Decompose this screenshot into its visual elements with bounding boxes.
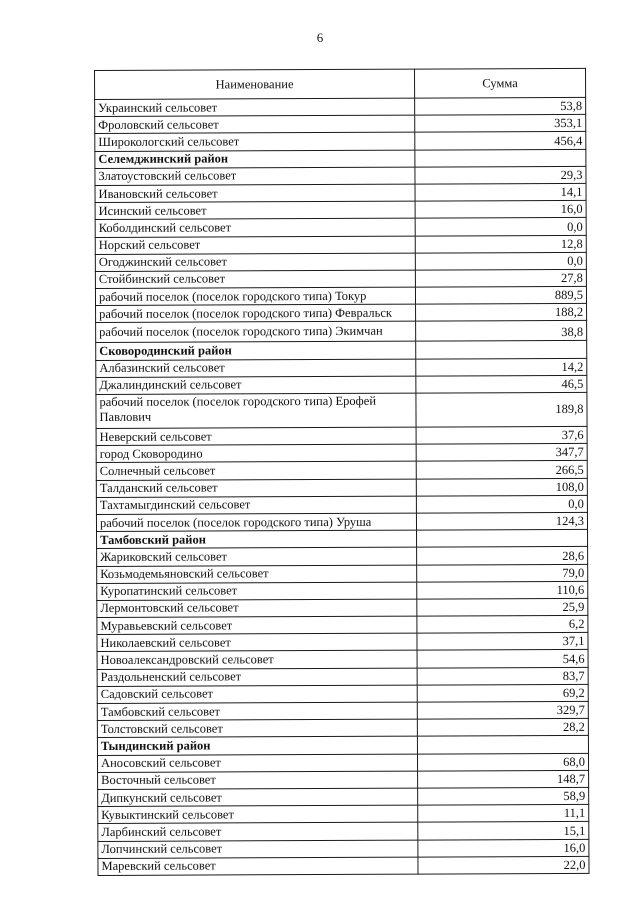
amount-cell: 54,6 [417, 650, 588, 668]
settlement-name: Жариковский сельсовет [97, 547, 417, 566]
district-name: Сковородинский район [96, 342, 416, 361]
amount-cell [417, 529, 588, 547]
budget-table [94, 68, 590, 876]
table-row [97, 719, 588, 738]
table-row [95, 252, 586, 271]
amount-cell: 14,2 [416, 358, 587, 376]
table-row [96, 358, 587, 377]
settlement-name: Раздольненский сельсовет [97, 668, 417, 687]
settlement-name: рабочий поселок (поселок городского типа) Уруша [96, 513, 416, 532]
table-row [98, 839, 589, 858]
table-row [97, 564, 588, 583]
amount-cell: 58,9 [418, 787, 589, 805]
amount-cell: 53,8 [415, 97, 586, 115]
table-row [96, 512, 587, 531]
amount-cell [417, 736, 588, 754]
table-row [97, 753, 588, 772]
table-body [95, 97, 589, 875]
settlement-name: Тахтамыгдинский сельсовет [96, 496, 416, 515]
settlement-name: рабочий поселок (поселок городского типа) Экимчан [96, 322, 416, 343]
settlement-name: Козьмодемьяновский сельсовет [97, 565, 417, 584]
settlement-name: Лопчинский сельсовет [98, 840, 418, 859]
settlement-name: рабочий поселок (поселок городского типа) Февральск [96, 304, 416, 323]
table-row [96, 304, 587, 323]
table-row [98, 770, 589, 789]
table-row [95, 200, 586, 219]
table-row [96, 426, 587, 445]
table-row [95, 269, 586, 288]
settlement-name: Талданский сельсовет [96, 479, 416, 498]
amount-cell: 329,7 [417, 701, 588, 719]
amount-cell: 16,0 [415, 200, 586, 218]
table-row [96, 392, 587, 428]
district-heading-row [97, 529, 588, 548]
settlement-name: Неверский сельсовет [96, 427, 416, 446]
settlement-name: Маревский сельсовет [98, 857, 418, 876]
table-row [96, 478, 587, 497]
table-row [96, 375, 587, 394]
table-row [95, 235, 586, 254]
settlement-name: Стойбинский сельсовет [95, 270, 415, 289]
settlement-name: Джалиндинский сельсовет [96, 376, 416, 395]
settlement-name: Албазинский сельсовет [96, 359, 416, 378]
amount-cell: 14,1 [415, 183, 586, 201]
amount-cell: 12,8 [415, 235, 586, 253]
district-name: Селемджинский район [95, 150, 415, 169]
settlement-name: Широкологский сельсовет [95, 132, 415, 151]
amount-cell: 22,0 [418, 856, 589, 874]
column-header-name: Наименование [95, 69, 415, 99]
amount-cell: 68,0 [417, 753, 588, 771]
settlement-name: Исинский сельсовет [95, 201, 415, 220]
settlement-name: Фроловский сельсовет [95, 115, 415, 134]
table-row [97, 581, 588, 600]
amount-cell: 110,6 [417, 581, 588, 599]
amount-cell: 124,3 [416, 512, 587, 530]
settlement-name: Солнечный сельсовет [96, 461, 416, 480]
table-row [97, 650, 588, 669]
table-row [96, 495, 587, 514]
district-heading-row [96, 341, 587, 360]
settlement-name: Огоджинский сельсовет [95, 253, 415, 272]
amount-cell: 0,0 [416, 495, 587, 513]
table-row [97, 684, 588, 703]
amount-cell: 0,0 [415, 252, 586, 270]
amount-cell: 189,8 [416, 392, 587, 427]
table-header-row [95, 68, 586, 99]
table-row [97, 701, 588, 720]
district-heading-row [95, 149, 586, 168]
table-row [95, 115, 586, 134]
amount-cell: 15,1 [418, 822, 589, 840]
district-name: Тамбовский район [97, 530, 417, 549]
amount-cell: 38,8 [416, 321, 587, 342]
district-heading-row [97, 736, 588, 755]
table-row [97, 598, 588, 617]
table-row [98, 787, 589, 806]
table-row [97, 633, 588, 652]
amount-cell: 27,8 [415, 269, 586, 287]
settlement-name: Николаевский сельсовет [97, 633, 417, 652]
amount-cell: 11,1 [418, 804, 589, 822]
settlement-name: Тамбовский сельсовет [97, 702, 417, 721]
district-name: Тындинский район [97, 736, 417, 755]
amount-cell: 28,2 [417, 719, 588, 737]
settlement-name: город Сковородино [96, 444, 416, 463]
settlement-name: Восточный сельсовет [98, 771, 418, 790]
amount-cell: 456,4 [415, 132, 586, 150]
amount-cell: 37,1 [417, 633, 588, 651]
amount-cell: 347,7 [416, 444, 587, 462]
table-row [96, 321, 587, 343]
amount-cell: 83,7 [417, 667, 588, 685]
column-header-sum: Сумма [414, 68, 585, 98]
table-row [95, 286, 586, 305]
amount-cell [416, 341, 587, 359]
amount-cell: 29,3 [415, 166, 586, 184]
settlement-name: Ларбинский сельсовет [98, 822, 418, 841]
table-row [98, 856, 589, 875]
amount-cell: 0,0 [415, 218, 586, 236]
table-row [95, 183, 586, 202]
table-row [95, 218, 586, 237]
table-row [97, 547, 588, 566]
settlement-name: Толстовский сельсовет [97, 719, 417, 738]
amount-cell: 148,7 [418, 770, 589, 788]
table-row [95, 132, 586, 151]
amount-cell: 6,2 [417, 615, 588, 633]
settlement-name: Украинский сельсовет [95, 98, 415, 117]
settlement-name: Муравьевский сельсовет [97, 616, 417, 635]
settlement-name: Лермонтовский сельсовет [97, 599, 417, 618]
table-row [96, 444, 587, 463]
table-row [95, 166, 586, 185]
amount-cell [415, 149, 586, 167]
settlement-name: Норский сельсовет [95, 236, 415, 255]
settlement-name: рабочий поселок (поселок городского типа) Ерофей Павлович [96, 393, 416, 428]
settlement-name: Ивановский сельсовет [95, 184, 415, 203]
table-row [98, 804, 589, 823]
amount-cell: 28,6 [417, 547, 588, 565]
table-row [96, 461, 587, 480]
settlement-name: Садовский сельсовет [97, 685, 417, 704]
settlement-name: Новоалександровский сельсовет [97, 651, 417, 670]
settlement-name: Куропатинский сельсовет [97, 582, 417, 601]
amount-cell: 25,9 [417, 598, 588, 616]
amount-cell: 266,5 [416, 461, 587, 479]
amount-cell: 16,0 [418, 839, 589, 857]
amount-cell: 37,6 [416, 426, 587, 444]
settlement-name: Дипкунский сельсовет [98, 788, 418, 807]
amount-cell: 353,1 [415, 115, 586, 133]
table-row [97, 667, 588, 686]
settlement-name: Кувыктинский сельсовет [98, 805, 418, 824]
table-row [95, 97, 586, 116]
settlement-name: Коболдинский сельсовет [95, 218, 415, 237]
table-row [98, 822, 589, 841]
amount-cell: 69,2 [417, 684, 588, 702]
amount-cell: 46,5 [416, 375, 587, 393]
amount-cell: 188,2 [416, 304, 587, 322]
settlement-name: Аносовский сельсовет [97, 754, 417, 773]
amount-cell: 79,0 [417, 564, 588, 582]
amount-cell: 108,0 [416, 478, 587, 496]
table-row [97, 615, 588, 634]
settlement-name: Златоустовский сельсовет [95, 167, 415, 186]
settlement-name: рабочий поселок (поселок городского типа) Токур [95, 287, 415, 306]
page-number: 6 [316, 30, 324, 45]
amount-cell: 889,5 [415, 286, 586, 304]
